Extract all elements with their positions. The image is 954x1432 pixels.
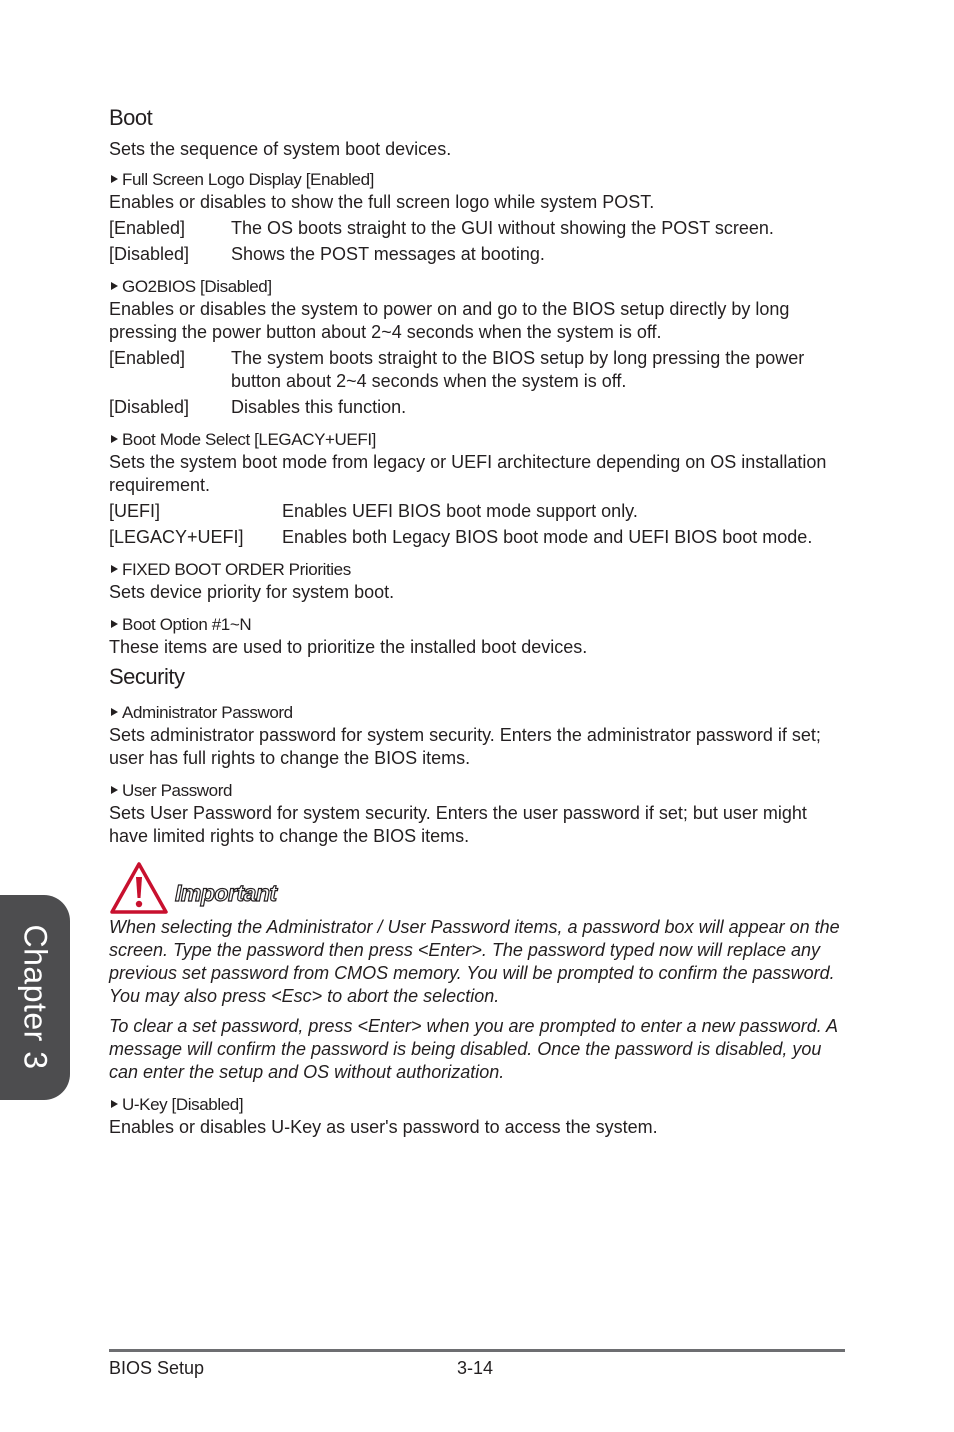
important-note-1: When selecting the Administrator / User Password items, a password box will appear on the screen. Type the password then press <Enter>. The password typed now will replace any previous set password from CMOS memory. You will be prompted to confirm the password. You may also press <Esc> to abort the selection.	[109, 917, 840, 1006]
go2bios-description: Enables or disables the system to power on and go to the BIOS setup directly by long pressing the power button about 2~4 seconds when the system is off.	[109, 299, 790, 342]
triangle-bullet-icon	[111, 565, 118, 573]
triangle-bullet-icon	[111, 282, 118, 290]
option-value: The OS boots straight to the GUI without showing the POST screen.	[231, 218, 774, 238]
admin-password-title: Administrator Password	[109, 701, 845, 724]
security-heading: Security	[109, 664, 185, 689]
important-callout-header	[109, 860, 845, 916]
fixed-boot-order-description: Sets device priority for system boot.	[109, 582, 395, 602]
boot-description: Sets the sequence of system boot devices.	[109, 139, 452, 159]
boot-option-title: Boot Option #1~N	[109, 613, 845, 636]
option-key: [UEFI]	[109, 501, 161, 521]
page-content	[109, 104, 845, 1139]
user-password-title: User Password	[109, 779, 845, 802]
option-key: [Enabled]	[109, 348, 186, 368]
option-value: Shows the POST messages at booting.	[231, 244, 545, 264]
option-row	[109, 217, 845, 240]
option-key: [Disabled]	[109, 244, 190, 264]
boot-mode-description: Sets the system boot mode from legacy or UEFI architecture depending on OS installation requirement.	[109, 452, 827, 495]
warning-triangle-icon	[109, 861, 169, 915]
important-label: Important	[175, 879, 277, 906]
admin-password-description: Sets administrator password for system security. Enters the administrator password if set; user has full rights to change the BIOS items.	[109, 725, 821, 768]
boot-mode-title: Boot Mode Select [LEGACY+UEFI]	[109, 428, 845, 451]
u-key-description: Enables or disables U-Key as user's password to access the system.	[109, 1117, 658, 1137]
boot-option-description: These items are used to prioritize the installed boot devices.	[109, 637, 588, 657]
triangle-bullet-icon	[111, 620, 118, 628]
triangle-bullet-icon	[111, 175, 118, 183]
important-note-2: To clear a set password, press <Enter> when you are prompted to enter a new password. A message will confirm the password is being disabled. Once the password is disabled, you can enter the setup and OS without authorization.	[109, 1016, 838, 1082]
triangle-bullet-icon	[111, 435, 118, 443]
chapter-label: Chapter 3	[17, 924, 54, 1070]
option-row	[109, 526, 845, 549]
full-screen-logo-title: Full Screen Logo Display [Enabled]	[109, 168, 845, 191]
footer-divider	[109, 1349, 845, 1352]
user-password-description: Sets User Password for system security. Enters the user password if set; but user might have limited rights to change the BIOS items.	[109, 803, 807, 846]
triangle-bullet-icon	[111, 1100, 118, 1108]
option-value: Enables both Legacy BIOS boot mode and UEFI BIOS boot mode.	[282, 527, 813, 547]
option-row	[109, 243, 845, 266]
u-key-title: U-Key [Disabled]	[109, 1093, 845, 1116]
option-row	[109, 347, 845, 393]
boot-heading: Boot	[109, 105, 153, 130]
option-row	[109, 500, 845, 523]
footer-section-name: BIOS Setup	[109, 1358, 205, 1378]
full-screen-logo-description: Enables or disables to show the full screen logo while system POST.	[109, 192, 655, 212]
footer-page-number: 3-14	[457, 1358, 494, 1378]
option-value: Disables this function.	[231, 397, 407, 417]
chapter-side-tab	[0, 895, 70, 1100]
option-value: Enables UEFI BIOS boot mode support only.	[282, 501, 638, 521]
option-value: The system boots straight to the BIOS setup by long pressing the power button about 2~4 seconds when the system is off.	[231, 348, 805, 391]
option-key: [Enabled]	[109, 218, 186, 238]
option-row	[109, 396, 845, 419]
option-key: [LEGACY+UEFI]	[109, 527, 244, 547]
go2bios-title: GO2BIOS [Disabled]	[109, 275, 845, 298]
triangle-bullet-icon	[111, 786, 118, 794]
option-key: [Disabled]	[109, 397, 190, 417]
triangle-bullet-icon	[111, 708, 118, 716]
fixed-boot-order-title: FIXED BOOT ORDER Priorities	[109, 558, 845, 581]
